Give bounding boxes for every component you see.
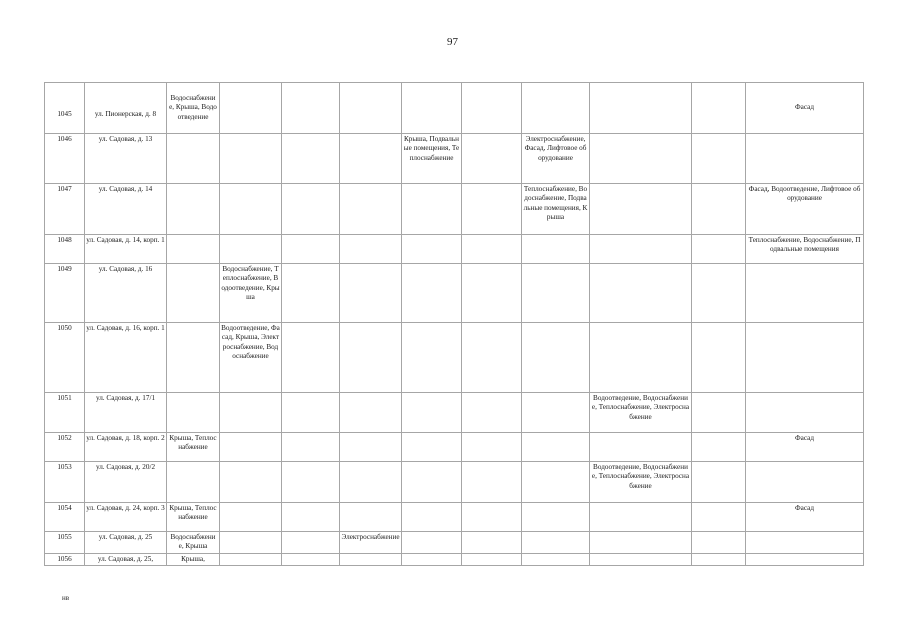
row-number-cell: 1051 (45, 393, 85, 433)
address-cell: ул. Садовая, д. 25, (85, 553, 167, 565)
work-type-cell: Теплоснабжение, Водоснабжение, Подвальные помещения, Крыша (522, 184, 590, 235)
row-number-cell: 1046 (45, 134, 85, 184)
work-type-cell (220, 503, 282, 532)
work-type-cell: Фасад (746, 503, 864, 532)
table-row (45, 184, 864, 235)
row-number-cell: 1049 (45, 264, 85, 323)
address-cell: ул. Садовая, д. 16, корп. 1 (85, 323, 167, 393)
work-type-cell (340, 83, 402, 134)
work-type-cell: Электроснабжение (340, 532, 402, 554)
work-type-cell (462, 393, 522, 433)
work-type-cell: Теплоснабжение, Водоснабжение, Подвальные помещения (746, 235, 864, 264)
row-number-cell: 1053 (45, 462, 85, 503)
work-type-cell (167, 235, 220, 264)
work-type-cell (402, 323, 462, 393)
table-row (45, 134, 864, 184)
work-type-cell (522, 323, 590, 393)
work-type-cell (402, 433, 462, 462)
work-type-cell (590, 235, 692, 264)
work-type-cell (590, 264, 692, 323)
work-type-cell (746, 462, 864, 503)
work-type-cell (282, 393, 340, 433)
work-type-cell (340, 393, 402, 433)
table-row (45, 532, 864, 554)
work-type-cell (220, 393, 282, 433)
work-type-cell (220, 433, 282, 462)
work-type-cell (590, 433, 692, 462)
work-type-cell: Крыша, Теплоснабжение (167, 503, 220, 532)
work-type-cell (282, 433, 340, 462)
work-type-cell (692, 532, 746, 554)
work-type-cell (692, 83, 746, 134)
work-type-cell (462, 503, 522, 532)
work-type-cell (340, 235, 402, 264)
work-type-cell (402, 532, 462, 554)
work-type-cell (692, 503, 746, 532)
work-type-cell (282, 323, 340, 393)
address-cell: ул. Садовая, д. 13 (85, 134, 167, 184)
work-type-cell (402, 503, 462, 532)
row-number-cell: 1055 (45, 532, 85, 554)
work-type-cell (282, 134, 340, 184)
work-type-cell (167, 323, 220, 393)
address-cell: ул. Садовая, д. 14, корп. 1 (85, 235, 167, 264)
address-cell: ул. Садовая, д. 17/1 (85, 393, 167, 433)
work-type-cell (692, 393, 746, 433)
footer-note: нв (62, 594, 70, 602)
work-type-cell (590, 323, 692, 393)
work-type-cell (340, 264, 402, 323)
work-type-cell (522, 264, 590, 323)
work-type-cell (340, 503, 402, 532)
work-type-cell (746, 553, 864, 565)
work-type-cell (522, 433, 590, 462)
row-number-cell: 1054 (45, 503, 85, 532)
work-type-cell (220, 184, 282, 235)
work-type-cell: Крыша, Подвальные помещения, Теплоснабжение (402, 134, 462, 184)
work-type-cell (590, 83, 692, 134)
work-type-cell (746, 532, 864, 554)
work-type-cell (462, 134, 522, 184)
work-type-cell: Водоотведение, Фасад, Крыша, Электроснабжение, Водоснабжение (220, 323, 282, 393)
work-type-cell: Крыша, Теплоснабжение (167, 433, 220, 462)
work-type-cell (522, 393, 590, 433)
work-type-cell (282, 462, 340, 503)
table-row (45, 393, 864, 433)
address-cell: ул. Пионерская, д. 8 (85, 83, 167, 134)
work-type-cell (167, 462, 220, 503)
work-type-cell: Фасад (746, 83, 864, 134)
work-type-cell (692, 184, 746, 235)
work-type-cell (282, 83, 340, 134)
table-row (45, 553, 864, 565)
row-number-cell: 1050 (45, 323, 85, 393)
work-type-cell (462, 264, 522, 323)
work-type-cell (167, 184, 220, 235)
address-cell: ул. Садовая, д. 16 (85, 264, 167, 323)
work-type-cell (220, 235, 282, 264)
work-type-cell (590, 184, 692, 235)
work-type-cell (282, 553, 340, 565)
work-type-cell (402, 83, 462, 134)
work-type-cell (462, 184, 522, 235)
work-type-cell (522, 503, 590, 532)
work-type-cell (340, 184, 402, 235)
work-type-cell (746, 323, 864, 393)
address-cell: ул. Садовая, д. 14 (85, 184, 167, 235)
row-number-cell: 1047 (45, 184, 85, 235)
table-row (45, 433, 864, 462)
work-type-cell: Водоотведение, Водоснабжение, Теплоснабжение, Электроснабжение (590, 462, 692, 503)
work-type-cell (220, 83, 282, 134)
work-type-cell (167, 264, 220, 323)
work-type-cell (590, 134, 692, 184)
work-type-cell (282, 532, 340, 554)
work-type-cell (746, 264, 864, 323)
work-type-cell (522, 532, 590, 554)
work-type-cell (402, 264, 462, 323)
table-row (45, 264, 864, 323)
work-type-cell (220, 462, 282, 503)
table-row (45, 235, 864, 264)
work-type-cell (340, 462, 402, 503)
work-type-cell (462, 553, 522, 565)
table-row (45, 83, 864, 134)
work-type-cell (462, 235, 522, 264)
table-row (45, 503, 864, 532)
repair-schedule-table (44, 82, 864, 566)
work-type-cell (590, 532, 692, 554)
work-type-cell: Крыша, (167, 553, 220, 565)
page-number: 97 (447, 36, 458, 48)
address-cell: ул. Садовая, д. 24, корп. 3 (85, 503, 167, 532)
table-body (45, 83, 864, 566)
row-number-cell: 1056 (45, 553, 85, 565)
work-type-cell (692, 235, 746, 264)
work-type-cell (462, 83, 522, 134)
row-number-cell: 1052 (45, 433, 85, 462)
work-type-cell (590, 503, 692, 532)
work-type-cell (167, 393, 220, 433)
work-type-cell: Водоснабжение, Крыша (167, 532, 220, 554)
table-row (45, 462, 864, 503)
work-type-cell (340, 433, 402, 462)
work-type-cell (522, 235, 590, 264)
work-type-cell (220, 553, 282, 565)
work-type-cell: Фасад (746, 433, 864, 462)
work-type-cell (462, 532, 522, 554)
work-type-cell (282, 235, 340, 264)
work-type-cell (746, 393, 864, 433)
work-type-cell (462, 462, 522, 503)
work-type-cell (590, 553, 692, 565)
row-number-cell: 1048 (45, 235, 85, 264)
work-type-cell (402, 462, 462, 503)
work-type-cell: Фасад, Водоотведение, Лифтовое оборудование (746, 184, 864, 235)
work-type-cell (282, 503, 340, 532)
work-type-cell: Водоотведение, Водоснабжение, Теплоснабжение, Электроснабжение (590, 393, 692, 433)
work-type-cell (692, 433, 746, 462)
work-type-cell (692, 553, 746, 565)
work-type-cell (746, 134, 864, 184)
work-type-cell (402, 235, 462, 264)
work-type-cell (282, 184, 340, 235)
work-type-cell (522, 83, 590, 134)
work-type-cell (692, 323, 746, 393)
work-type-cell (462, 323, 522, 393)
work-type-cell (340, 553, 402, 565)
work-type-cell (522, 553, 590, 565)
work-type-cell: Водоснабжение, Теплоснабжение, Водоотведение, Крыша (220, 264, 282, 323)
work-type-cell (692, 134, 746, 184)
work-type-cell: Электроснабжение, Фасад, Лифтовое оборудование (522, 134, 590, 184)
work-type-cell (340, 134, 402, 184)
address-cell: ул. Садовая, д. 18, корп. 2 (85, 433, 167, 462)
work-type-cell (220, 134, 282, 184)
work-type-cell (692, 264, 746, 323)
work-type-cell (402, 553, 462, 565)
work-type-cell: Водоснабжение, Крыша, Водоотведение (167, 83, 220, 134)
work-type-cell (462, 433, 522, 462)
work-type-cell (167, 134, 220, 184)
work-type-cell (692, 462, 746, 503)
work-type-cell (402, 184, 462, 235)
work-type-cell (522, 462, 590, 503)
address-cell: ул. Садовая, д. 25 (85, 532, 167, 554)
table-row (45, 323, 864, 393)
address-cell: ул. Садовая, д. 20/2 (85, 462, 167, 503)
work-type-cell (282, 264, 340, 323)
work-type-cell (340, 323, 402, 393)
work-type-cell (402, 393, 462, 433)
work-type-cell (220, 532, 282, 554)
row-number-cell: 1045 (45, 83, 85, 134)
